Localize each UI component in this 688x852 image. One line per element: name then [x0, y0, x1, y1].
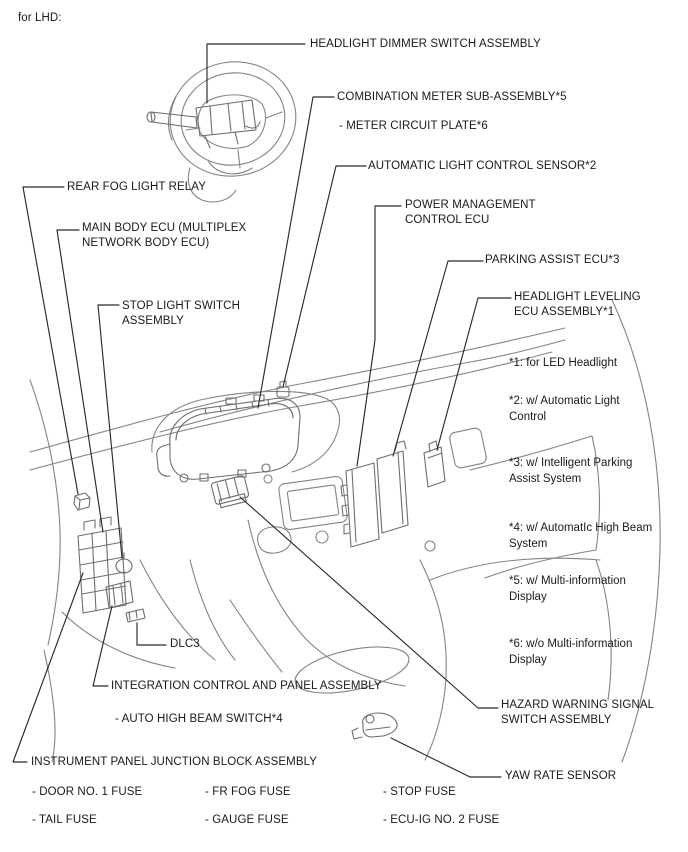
- hazard-switch-part: [211, 475, 250, 508]
- leader-parking-assist-ecu: [393, 261, 483, 456]
- combination-switch-part: [147, 100, 260, 148]
- leader-dlc3: [137, 623, 166, 645]
- headlight-leveling-ecu-part: [424, 441, 445, 487]
- automatic-light-control-sensor-part: [277, 381, 289, 397]
- callout-rear-fog-light-relay: REAR FOG LIGHT RELAY: [67, 181, 206, 193]
- dlc3-part: [126, 609, 145, 622]
- callout-stop-light-switch: STOP LIGHT SWITCH ASSEMBLY: [122, 300, 240, 327]
- leader-power-management-ecu: [357, 206, 401, 466]
- footnote-1: *1: for LED Headlight: [509, 357, 618, 369]
- callout-headlight-dimmer-switch: HEADLIGHT DIMMER SWITCH ASSEMBLY: [310, 38, 541, 50]
- callout-integration-control-panel: INTEGRATION CONTROL AND PANEL ASSEMBLY: [111, 680, 382, 692]
- fuse-door-no1: - DOOR NO. 1 FUSE: [32, 786, 143, 798]
- callout-automatic-light-control-sensor: AUTOMATIC LIGHT CONTROL SENSOR*2: [368, 160, 597, 172]
- leader-lines: [13, 44, 511, 777]
- callout-hazard-warning-signal-switch: HAZARD WARNING SIGNAL SWITCH ASSEMBLY: [501, 699, 655, 726]
- footnote-2: *2: w/ Automatic Light Control: [509, 395, 620, 423]
- callout-instrument-panel-junction-block: INSTRUMENT PANEL JUNCTION BLOCK ASSEMBLY: [31, 756, 318, 768]
- callout-meter-circuit-plate: - METER CIRCUIT PLATE*6: [339, 120, 488, 132]
- parking-assist-ecu-part: [377, 441, 408, 533]
- leader-headlight-leveling-ecu: [437, 298, 511, 450]
- callout-yaw-rate-sensor: YAW RATE SENSOR: [505, 770, 617, 782]
- callout-auto-high-beam-switch: - AUTO HIGH BEAM SWITCH*4: [115, 713, 283, 725]
- leader-rear-fog-relay: [23, 187, 78, 494]
- callout-headlight-leveling-ecu: HEADLIGHT LEVELING ECU ASSEMBLY*1: [514, 291, 641, 318]
- fuse-gauge: - GAUGE FUSE: [205, 814, 289, 826]
- leader-yaw-rate-sensor: [391, 738, 501, 777]
- footnote-4: *4: w/ AutomatIc High Beam System: [509, 522, 653, 550]
- footnote-6: *6: w/o Multi-information Display: [509, 638, 633, 666]
- footnote-5: *5: w/ Multi-information Display: [509, 575, 626, 603]
- leader-combination-meter: [258, 97, 334, 408]
- fuse-ecu-ig-no2: - ECU-IG NO. 2 FUSE: [383, 814, 500, 826]
- callout-power-management-control-ecu: POWER MANAGEMENT CONTROL ECU: [405, 199, 536, 226]
- junction-block-part: [78, 517, 126, 613]
- fuse-stop: - STOP FUSE: [383, 786, 456, 798]
- callout-combination-meter: COMBINATION METER SUB-ASSEMBLY*5: [337, 91, 567, 103]
- rear-fog-relay-part: [74, 493, 90, 510]
- callout-parking-assist-ecu: PARKING ASSIST ECU*3: [485, 254, 620, 266]
- yaw-rate-sensor-part: [352, 713, 397, 739]
- fuse-tail: - TAIL FUSE: [32, 814, 97, 826]
- center-display: [278, 476, 348, 530]
- variant-label: for LHD:: [18, 12, 62, 24]
- callout-dlc3: DLC3: [170, 638, 200, 650]
- fuse-fr-fog: - FR FOG FUSE: [205, 786, 291, 798]
- power-management-ecu-part: [341, 463, 379, 547]
- leader-junction-block: [13, 573, 83, 762]
- footnote-3: *3: w/ Intelligent Parking Assist System: [509, 457, 633, 485]
- callout-main-body-ecu: MAIN BODY ECU (MULTIPLEX NETWORK BODY ECU): [82, 222, 247, 249]
- leader-main-body-ecu: [57, 230, 103, 532]
